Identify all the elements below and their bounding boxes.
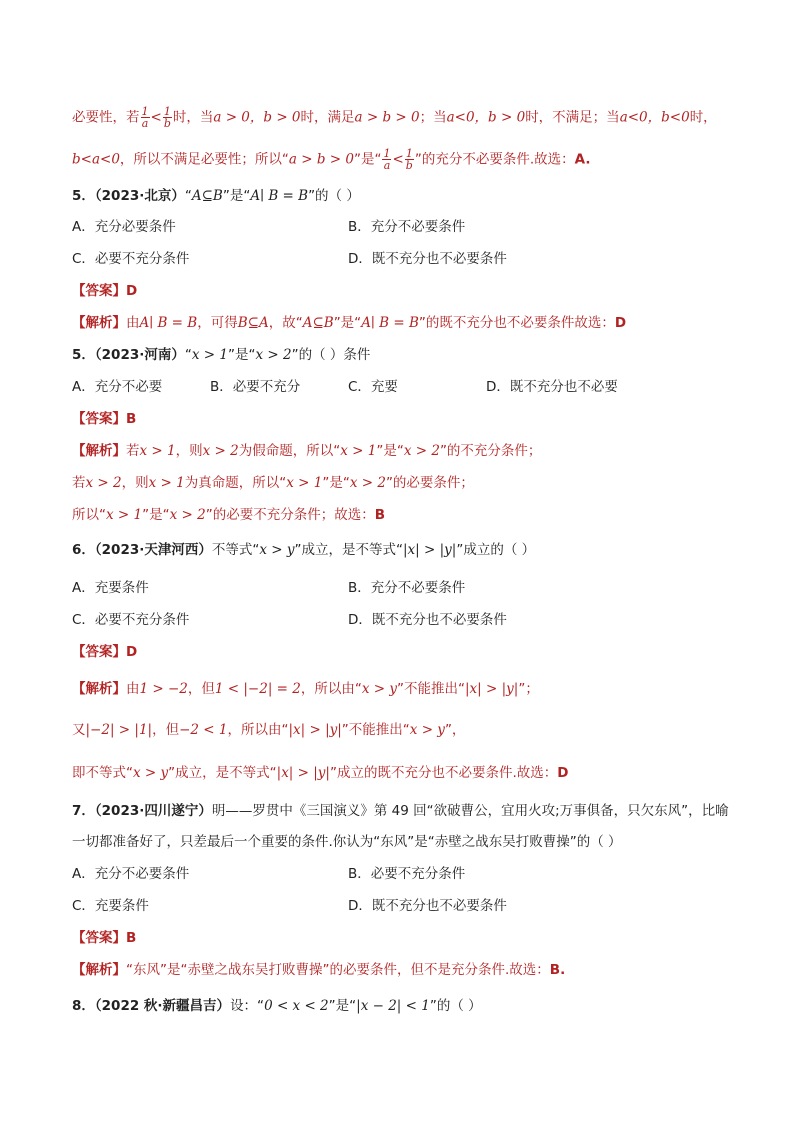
q7-option-d: D．既不充分也不必要条件 <box>348 898 507 914</box>
question-7-stem-line-2: 一切都准备好了，只差最后一个重要的条件.你认为“东风”是“赤壁之战东吴打败曹操”的（ ） <box>72 834 622 850</box>
fraction-1-over-a: $\frac{1}{a}$ <box>141 105 149 130</box>
q6-option-a: A．充要条件 <box>72 580 149 596</box>
q5a-option-d: D．既不充分也不必要条件 <box>348 251 507 267</box>
q5b-analysis-line-3: 所以“x > 1”是“x > 2”的必要不充分条件；故选：B <box>72 507 386 523</box>
question-7-stem-line-1: 7．（2023·四川遂宁）明——罗贯中《三国演义》第 49 回“欲破曹公，宜用火攻;万事俱备，只欠东风”，比喻 <box>72 803 729 819</box>
q5b-analysis-line-1: 【解析】若x > 1，则x > 2为假命题，所以“x > 1”是“x > 2”的不充分条件； <box>72 443 542 459</box>
q7-answer: 【答案】B <box>72 930 137 946</box>
q5a-analysis: 【解析】由A∣ B = B，可得B⊆A，故“A⊆B”是“A∣ B = B”的既不充分也不必要条件故选：D <box>72 315 627 331</box>
q7-option-a: A．充分不必要条件 <box>72 866 190 882</box>
q5b-analysis-line-2: 若x > 2，则x > 1为真命题，所以“x > 1”是“x > 2”的必要条件； <box>72 475 474 491</box>
fraction-1-over-b: $\frac{1}{b}$ <box>163 105 171 130</box>
q5a-option-b: B．充分不必要条件 <box>348 219 466 235</box>
q7-analysis: 【解析】“东风”是“赤壁之战东吴打败曹操”的必要条件，但不是充分条件.故选：B. <box>72 962 566 978</box>
q5a-answer: 【答案】D <box>72 283 138 299</box>
q6-analysis-line-1: 【解析】由1 > −2，但1 < |−2| = 2，所以由“x > y”不能推出“|x| > |y|”； <box>72 681 539 697</box>
question-8-stem: 8．（2022 秋·新疆昌吉）设：“0 < x < 2”是“|x − 2| < 1”的（ ） <box>72 998 482 1014</box>
q5b-option-b: B．必要不充分 <box>210 379 301 395</box>
q7-option-b: B．必要不充分条件 <box>348 866 466 882</box>
fraction-1-over-b: $\frac{1}{b}$ <box>405 147 413 172</box>
q6-analysis-line-2: 又|−2| > |1|，但−2 < 1，所以由“|x| > |y|”不能推出“x > y”， <box>72 722 466 738</box>
q6-option-d: D．既不充分也不必要条件 <box>348 612 507 628</box>
q6-option-b: B．充分不必要条件 <box>348 580 466 596</box>
question-5-henan-stem: 5．（2023·河南）“x > 1”是“x > 2”的（ ）条件 <box>72 347 371 363</box>
q5b-option-d: D．既不充分也不必要 <box>486 379 618 395</box>
q5b-answer: 【答案】B <box>72 411 137 427</box>
fraction-1-over-a: $\frac{1}{a}$ <box>383 147 391 172</box>
q5a-option-a: A．充分必要条件 <box>72 219 176 235</box>
q5b-option-c: C．充要 <box>348 379 398 395</box>
q5b-option-a: A．充分不必要 <box>72 379 163 395</box>
q6-analysis-line-3: 即不等式“x > y”成立，是不等式“|x| > |y|”成立的既不充分也不必要条件.故选：D <box>72 765 569 781</box>
prev-analysis-line-2: b<a<0，所以不满足必要性；所以“a > b > 0”是“ $\frac{1}{a}$ < $\frac{1}{b}$ ”的充分不必要条件.故选：A. <box>72 147 591 172</box>
q6-option-c: C．必要不充分条件 <box>72 612 190 628</box>
q7-option-c: C．充要条件 <box>72 898 149 914</box>
question-6-stem: 6．（2023·天津河西）不等式“x > y”成立，是不等式“|x| > |y|”成立的（ ） <box>72 542 536 558</box>
question-5-beijing-stem: 5．（2023·北京）“A⊆B”是“A∣ B = B”的（ ） <box>72 188 360 204</box>
prev-analysis-line-1: 必要性，若 $\frac{1}{a}$ < $\frac{1}{b}$ 时，当a > 0，b > 0时，满足a > b > 0；当a<0，b > 0时，不满足；当a<0，b<0时， <box>72 105 717 130</box>
q6-answer: 【答案】D <box>72 644 138 660</box>
q5a-option-c: C．必要不充分条件 <box>72 251 190 267</box>
